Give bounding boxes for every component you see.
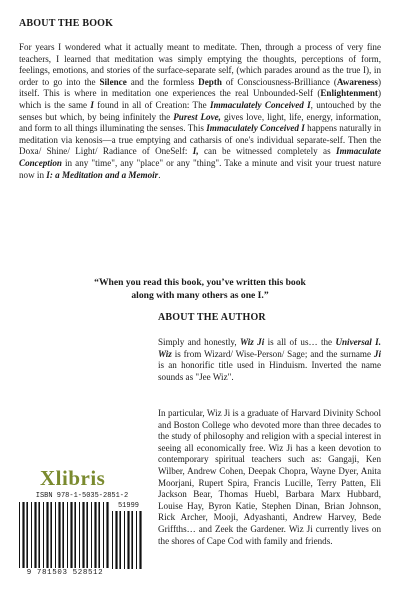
about-author-heading: ABOUT THE AUTHOR bbox=[158, 312, 266, 323]
barcode-bar bbox=[26, 502, 28, 568]
barcode-bar bbox=[50, 502, 52, 568]
barcode-bar bbox=[86, 502, 88, 568]
pull-quote-line1: “When you read this book, you’ve written this book bbox=[94, 277, 306, 288]
barcode-bar bbox=[43, 502, 44, 568]
barcode-bar bbox=[79, 502, 80, 568]
pull-quote bbox=[30, 277, 370, 302]
about-book-heading: ABOUT THE BOOK bbox=[19, 18, 114, 29]
barcode-bar bbox=[98, 502, 100, 568]
price-code: 51999 bbox=[117, 502, 139, 510]
barcode-bar bbox=[115, 511, 117, 569]
barcode-bar bbox=[22, 502, 24, 568]
barcode-bar bbox=[127, 511, 129, 569]
barcode-bar bbox=[38, 502, 40, 568]
barcode-bar bbox=[82, 502, 84, 568]
barcode-bar bbox=[67, 502, 68, 568]
barcode-bar bbox=[112, 511, 113, 569]
barcode-bar bbox=[91, 502, 92, 568]
pull-quote-line2: along with many others as one I.” bbox=[131, 289, 269, 301]
barcode-bar bbox=[62, 502, 64, 568]
barcode-bar bbox=[106, 502, 108, 568]
about-book-text: For years I wondered what it actually meant to meditate. Then, through a process of very fine teachers, I learned that meditation was simply emptying the thoughts, perceptions of form, feelings, emotions, and stories of the surface-separate self, (which parades around as the true I), in order to go into the Silence and the formless Depth of Consciousness-Brilliance (Awareness) itself. This is where in meditation one experiences the real Unbounded-Self (Enlightenment) which is the same I found in all of Creation: The Immaculately Conceived I, untouched by the senses but which, by being infinitely the Purest Love, gives love, light, life, energy, information, and form to all things illuminating the senses. This Immaculately Conceived I happens naturally in meditation via kenosis—a true emptying and catharsis of one's individual separate-self. Then the Doxa/ Shine/ Light/ Radiance of OneSelf: I, can be witnessed completely as Immaculate Conception in any "time", any "place" or any "thing". Take a minute and visit your truest nature now in I: a Meditation and a Memoir. bbox=[19, 42, 382, 180]
barcode-bar bbox=[74, 502, 76, 568]
barcode-bar bbox=[58, 502, 60, 568]
barcode-bar bbox=[31, 502, 32, 568]
barcode-bar bbox=[94, 502, 96, 568]
barcode-addon-bars bbox=[112, 511, 145, 569]
barcode-main-bars bbox=[19, 502, 111, 569]
barcode-bar bbox=[19, 502, 20, 568]
barcode-bar bbox=[131, 511, 133, 569]
barcode-bar bbox=[55, 502, 56, 568]
author-paragraph-2: In particular, Wiz Ji is a graduate of Harvard Divinity School and Boston College who devoted more than three decades to the study of philosophy and religion with a special interest in seeing all economically free. Wiz Ji has a keen devotion to contemporary spiritual teachers such as: Gangaji, Ken Wilber, Andrew Cohen, Deepak Chopra, Wayne Dyer, Anita Moorjani, Rupert Spira, Francis Lucille, Terry Patten, Eli Jackson Bear, Thomas Huebl, Barbara Marx Hubbard, Louise Hay, Byron Katie, Stephen Dinan, Brian Johnson, Rick Archer, Mooji, Adyashanti, Andrew Harvey, Bede Griffths… and Zeek the Gardener. Wiz Ji currently lives on the shores of Cape Cod with family and friends. bbox=[158, 408, 381, 546]
publisher-logo: Xlibris bbox=[40, 466, 106, 490]
barcode-bar bbox=[34, 502, 36, 568]
barcode-bar bbox=[136, 511, 137, 569]
barcode-bar bbox=[70, 502, 72, 568]
barcode-bar bbox=[103, 502, 104, 568]
barcode-bar bbox=[124, 511, 125, 569]
barcode-bar bbox=[139, 511, 141, 569]
isbn-text: ISBN 978-1-5035-2851-2 bbox=[35, 492, 129, 500]
author-paragraph-1: Simply and honestly, Wiz Ji is all of us… the Universal I. Wiz is from Wizard/ Wise-Person/ Sage; and the surname Ji is an honorific title used in Hinduism. Inverted the name sounds as "Jee Wiz". bbox=[158, 337, 381, 382]
isbn-barcode bbox=[19, 492, 145, 583]
barcode-bar bbox=[46, 502, 48, 568]
barcode-bar bbox=[119, 511, 121, 569]
barcode-digits: 9 781503 528512 bbox=[26, 569, 104, 577]
